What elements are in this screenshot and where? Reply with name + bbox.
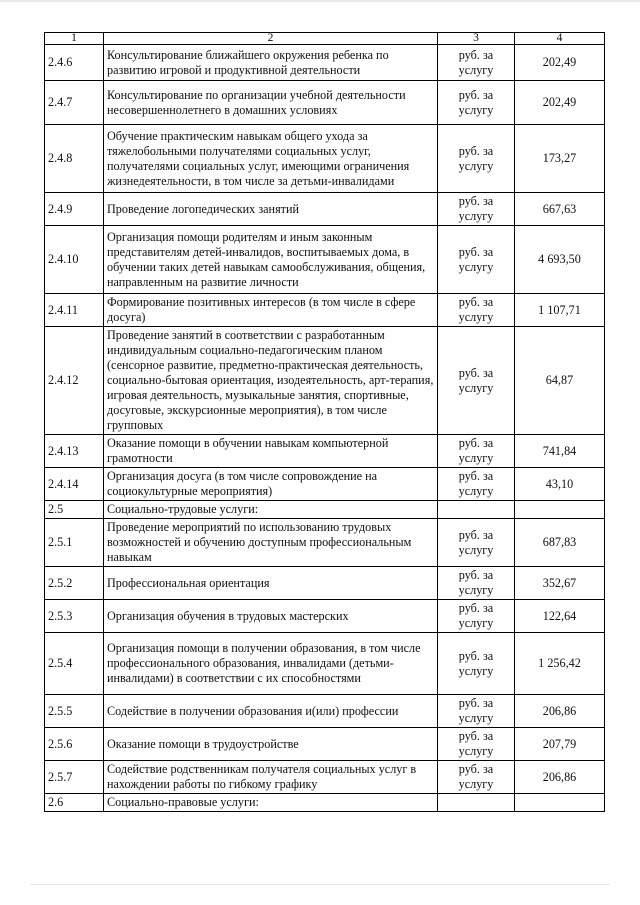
row-number: 2.4.6 [45, 45, 104, 81]
service-price: 667,63 [515, 193, 605, 226]
service-description: Организация обучения в трудовых мастерских [104, 600, 438, 633]
service-description: Организация досуга (в том числе сопровождение на социокультурные мероприятия) [104, 468, 438, 501]
service-description: Социально-правовые услуги: [104, 794, 438, 812]
service-price: 206,86 [515, 761, 605, 794]
header-row [45, 33, 605, 45]
tariff-table [44, 32, 605, 812]
unit-of-measure: руб. за услугу [438, 294, 515, 327]
unit-of-measure: руб. за услугу [438, 81, 515, 125]
scan-edge-bottom [30, 884, 610, 885]
service-price: 122,64 [515, 600, 605, 633]
service-price [515, 794, 605, 812]
table-row [45, 468, 605, 501]
table-row [45, 519, 605, 567]
header-col-3: 3 [438, 33, 515, 45]
table-row [45, 695, 605, 728]
service-description: Организация помощи родителям и иным законным представителям детей-инвалидов, воспитываемых дома, в обучении таких детей навыкам самообслуживания, общения, направленным на развитие личности [104, 226, 438, 294]
unit-of-measure: руб. за услугу [438, 468, 515, 501]
row-number: 2.5.4 [45, 633, 104, 695]
service-price: 202,49 [515, 81, 605, 125]
header-col-2: 2 [104, 33, 438, 45]
service-description: Консультирование ближайшего окружения ребенка по развитию игровой и продуктивной деятельности [104, 45, 438, 81]
row-number: 2.4.7 [45, 81, 104, 125]
table-row [45, 226, 605, 294]
table-row [45, 633, 605, 695]
service-price: 206,86 [515, 695, 605, 728]
service-price: 202,49 [515, 45, 605, 81]
unit-of-measure: руб. за услугу [438, 193, 515, 226]
unit-of-measure: руб. за услугу [438, 226, 515, 294]
unit-of-measure: руб. за услугу [438, 45, 515, 81]
service-description: Содействие родственникам получателя социальных услуг в нахождении работы по гибкому графику [104, 761, 438, 794]
unit-of-measure: руб. за услугу [438, 125, 515, 193]
service-description: Социально-трудовые услуги: [104, 501, 438, 519]
service-price: 4 693,50 [515, 226, 605, 294]
row-number: 2.4.9 [45, 193, 104, 226]
header-col-4: 4 [515, 33, 605, 45]
service-description: Проведение мероприятий по использованию трудовых возможностей и обучению доступным профессиональным навыкам [104, 519, 438, 567]
row-number: 2.4.10 [45, 226, 104, 294]
row-number: 2.5 [45, 501, 104, 519]
unit-of-measure: руб. за услугу [438, 728, 515, 761]
service-description: Оказание помощи в трудоустройстве [104, 728, 438, 761]
service-price: 687,83 [515, 519, 605, 567]
service-price: 352,67 [515, 567, 605, 600]
row-number: 2.5.7 [45, 761, 104, 794]
table-row [45, 794, 605, 812]
row-number: 2.4.13 [45, 435, 104, 468]
header-col-1: 1 [45, 33, 104, 45]
unit-of-measure: руб. за услугу [438, 435, 515, 468]
service-description: Профессиональная ориентация [104, 567, 438, 600]
service-description: Оказание помощи в обучении навыкам компьютерной грамотности [104, 435, 438, 468]
table-row [45, 327, 605, 435]
service-description: Обучение практическим навыкам общего ухода за тяжелобольными получателями социальных услуг, получателями социальных услуг, имеющими ограничения жизнедеятельности, в том числе за детьми-инвалидами [104, 125, 438, 193]
row-number: 2.4.14 [45, 468, 104, 501]
row-number: 2.5.3 [45, 600, 104, 633]
service-price: 1 107,71 [515, 294, 605, 327]
service-price: 741,84 [515, 435, 605, 468]
table-row [45, 435, 605, 468]
unit-of-measure: руб. за услугу [438, 567, 515, 600]
table-row [45, 45, 605, 81]
table-row [45, 600, 605, 633]
unit-of-measure: руб. за услугу [438, 600, 515, 633]
table-row [45, 728, 605, 761]
service-price: 43,10 [515, 468, 605, 501]
row-number: 2.5.5 [45, 695, 104, 728]
scan-edge-top [0, 0, 640, 2]
service-description: Проведение логопедических занятий [104, 193, 438, 226]
service-price: 173,27 [515, 125, 605, 193]
service-description: Проведение занятий в соответствии с разработанным индивидуальным социально-педагогическим планом (сенсорное развитие, предметно-практическая деятельность, социально-бытовая ориентация, изодеятельность, арт-терапия, игровая деятельность, музыкальные занятия, спортивные, досуговые, экскурсионные мероприятия), в том числе групповых [104, 327, 438, 435]
row-number: 2.5.2 [45, 567, 104, 600]
table-row [45, 761, 605, 794]
unit-of-measure: руб. за услугу [438, 327, 515, 435]
unit-of-measure [438, 794, 515, 812]
table-row [45, 294, 605, 327]
service-description: Организация помощи в получении образования, в том числе профессионального образования, инвалидами (детьми-инвалидами) в соответствии с их способностями [104, 633, 438, 695]
service-price [515, 501, 605, 519]
row-number: 2.4.11 [45, 294, 104, 327]
service-description: Формирование позитивных интересов (в том числе в сфере досуга) [104, 294, 438, 327]
unit-of-measure [438, 501, 515, 519]
table-row [45, 567, 605, 600]
table-row [45, 193, 605, 226]
table-row [45, 81, 605, 125]
table-row [45, 501, 605, 519]
row-number: 2.4.12 [45, 327, 104, 435]
unit-of-measure: руб. за услугу [438, 695, 515, 728]
service-description: Консультирование по организации учебной деятельности несовершеннолетнего в домашних условиях [104, 81, 438, 125]
service-price: 207,79 [515, 728, 605, 761]
service-price: 1 256,42 [515, 633, 605, 695]
row-number: 2.5.6 [45, 728, 104, 761]
service-price: 64,87 [515, 327, 605, 435]
unit-of-measure: руб. за услугу [438, 519, 515, 567]
table-row [45, 125, 605, 193]
row-number: 2.6 [45, 794, 104, 812]
unit-of-measure: руб. за услугу [438, 761, 515, 794]
service-description: Содействие в получении образования и(или) профессии [104, 695, 438, 728]
row-number: 2.4.8 [45, 125, 104, 193]
row-number: 2.5.1 [45, 519, 104, 567]
unit-of-measure: руб. за услугу [438, 633, 515, 695]
